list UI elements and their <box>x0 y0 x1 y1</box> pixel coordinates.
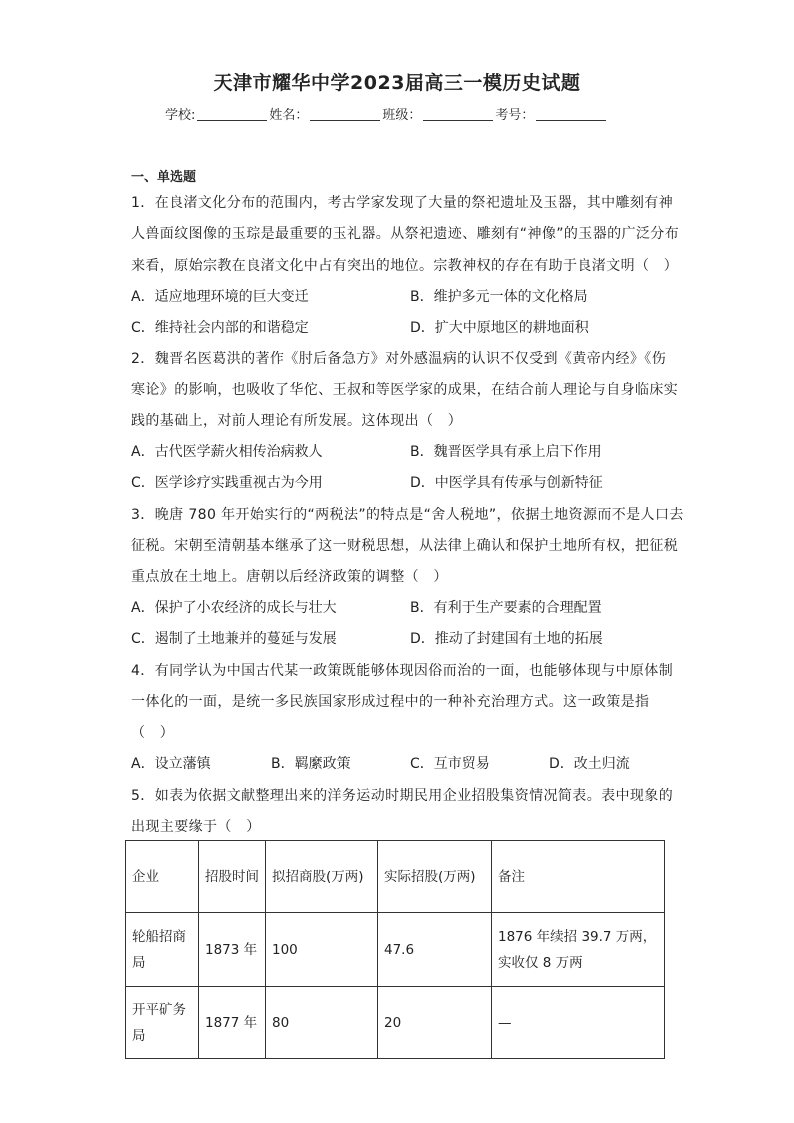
name-label: 姓名： <box>269 108 309 123</box>
table-row <box>126 913 665 987</box>
table-header-cell: 实际招股(万两) <box>378 841 492 913</box>
q5-line: 5．如表为依据文献整理出来的洋务运动时期民用企业招股集资情况简表。表中现象的 <box>131 788 674 804</box>
data-table <box>125 840 665 1059</box>
number-blank[interactable] <box>536 107 606 121</box>
name-blank[interactable] <box>310 107 380 121</box>
table-header-cell: 备注 <box>492 841 665 913</box>
table-header-cell: 招股时间 <box>199 841 266 913</box>
table-cell: 1876 年续招 39.7 万两，实收仅 8 万两 <box>492 913 665 987</box>
q4-option-d[interactable]: D．改土归流 <box>549 756 630 772</box>
q4-line: 4．有同学认为中国古代某一政策既能够体现因俗而治的一面，也能够体现与中原体制 <box>131 663 674 679</box>
q4-option-c[interactable]: C．互市贸易 <box>410 756 490 772</box>
school-blank[interactable] <box>197 107 267 121</box>
q1-line: 来看，原始宗教在良渚文化中占有突出的地位。宗教神权的存在有助于良渚文明（ ） <box>131 258 679 274</box>
student-info-line <box>165 104 608 123</box>
q3-option-d[interactable]: D．推动了封建国有土地的拓展 <box>410 631 603 647</box>
q1-line: 人兽面纹图像的玉琮是最重要的玉礼器。从祭祀遗迹、雕刻有“神像”的玉器的广泛分布 <box>131 226 680 242</box>
q2-line: 2．魏晋名医葛洪的著作《肘后备急方》对外感温病的认识不仅受到《黄帝内经》《伤 <box>131 351 667 367</box>
table-cell: 轮船招商局 <box>126 913 199 987</box>
table-cell: 47.6 <box>378 913 492 987</box>
q4-option-a[interactable]: A．设立藩镇 <box>131 756 211 772</box>
table-cell: — <box>492 987 665 1059</box>
table-cell: 20 <box>378 987 492 1059</box>
q1-option-d[interactable]: D．扩大中原地区的耕地面积 <box>410 320 589 336</box>
q1-option-b[interactable]: B．维护多元一体的文化格局 <box>410 289 588 305</box>
class-blank[interactable] <box>423 107 493 121</box>
q5-line: 出现主要缘于（ ） <box>131 819 261 835</box>
q2-option-a[interactable]: A．古代医学薪火相传治病救人 <box>131 444 323 460</box>
q3-line: 3．晚唐 780 年开始实行的“两税法”的特点是“舍人税地”，依据土地资源而不是人口去 <box>131 507 684 523</box>
table-header-cell: 拟招商股(万两) <box>266 841 378 913</box>
section-heading: 一、单选题 <box>131 170 197 185</box>
q1-option-a[interactable]: A．适应地理环境的巨大变迁 <box>131 289 309 305</box>
table-row <box>126 987 665 1059</box>
q3-line: 重点放在土地上。唐朝以后经济政策的调整（ ） <box>131 569 448 585</box>
q3-line: 征税。宋朝至清朝基本继承了这一财税思想，从法律上确认和保护土地所有权，把征税 <box>131 538 679 554</box>
table-cell: 80 <box>266 987 378 1059</box>
table-cell: 开平矿务局 <box>126 987 199 1059</box>
table-header-cell: 企业 <box>126 841 199 913</box>
q1-line: 1．在良渚文化分布的范围内，考古学家发现了大量的祭祀遗址及玉器，其中雕刻有神 <box>131 195 674 211</box>
table-cell: 1873 年 <box>199 913 266 987</box>
table-cell: 100 <box>266 913 378 987</box>
q2-option-d[interactable]: D．中医学具有传承与创新特征 <box>410 475 603 491</box>
q3-option-c[interactable]: C．遏制了土地兼并的蔓延与发展 <box>131 631 337 647</box>
table-cell: 1877 年 <box>199 987 266 1059</box>
q4-line: 一体化的一面，是统一多民族国家形成过程中的一种补充治理方式。这一政策是指 <box>131 694 650 710</box>
school-label: 学校: <box>165 108 196 123</box>
q2-line: 寒论》的影响，也吸收了华佗、王叔和等医学家的成果，在结合前人理论与自身临床实 <box>131 382 679 398</box>
q4-line: （ ） <box>131 725 175 741</box>
q2-option-c[interactable]: C．医学诊疗实践重视古为今用 <box>131 475 323 491</box>
q3-option-b[interactable]: B．有利于生产要素的合理配置 <box>410 600 602 616</box>
q4-option-b[interactable]: B．羁縻政策 <box>271 756 351 772</box>
table-header-row <box>126 841 665 913</box>
q2-line: 践的基础上，对前人理论有所发展。这体现出（ ） <box>131 413 463 429</box>
class-label: 班级： <box>382 108 422 123</box>
q2-option-b[interactable]: B．魏晋医学具有承上启下作用 <box>410 444 602 460</box>
q1-option-c[interactable]: C．维持社会内部的和谐稳定 <box>131 320 309 336</box>
page-title: 天津市耀华中学2023届高三一模历史试题 <box>213 72 581 94</box>
q3-option-a[interactable]: A．保护了小农经济的成长与壮大 <box>131 600 337 616</box>
number-label: 考号： <box>495 108 535 123</box>
